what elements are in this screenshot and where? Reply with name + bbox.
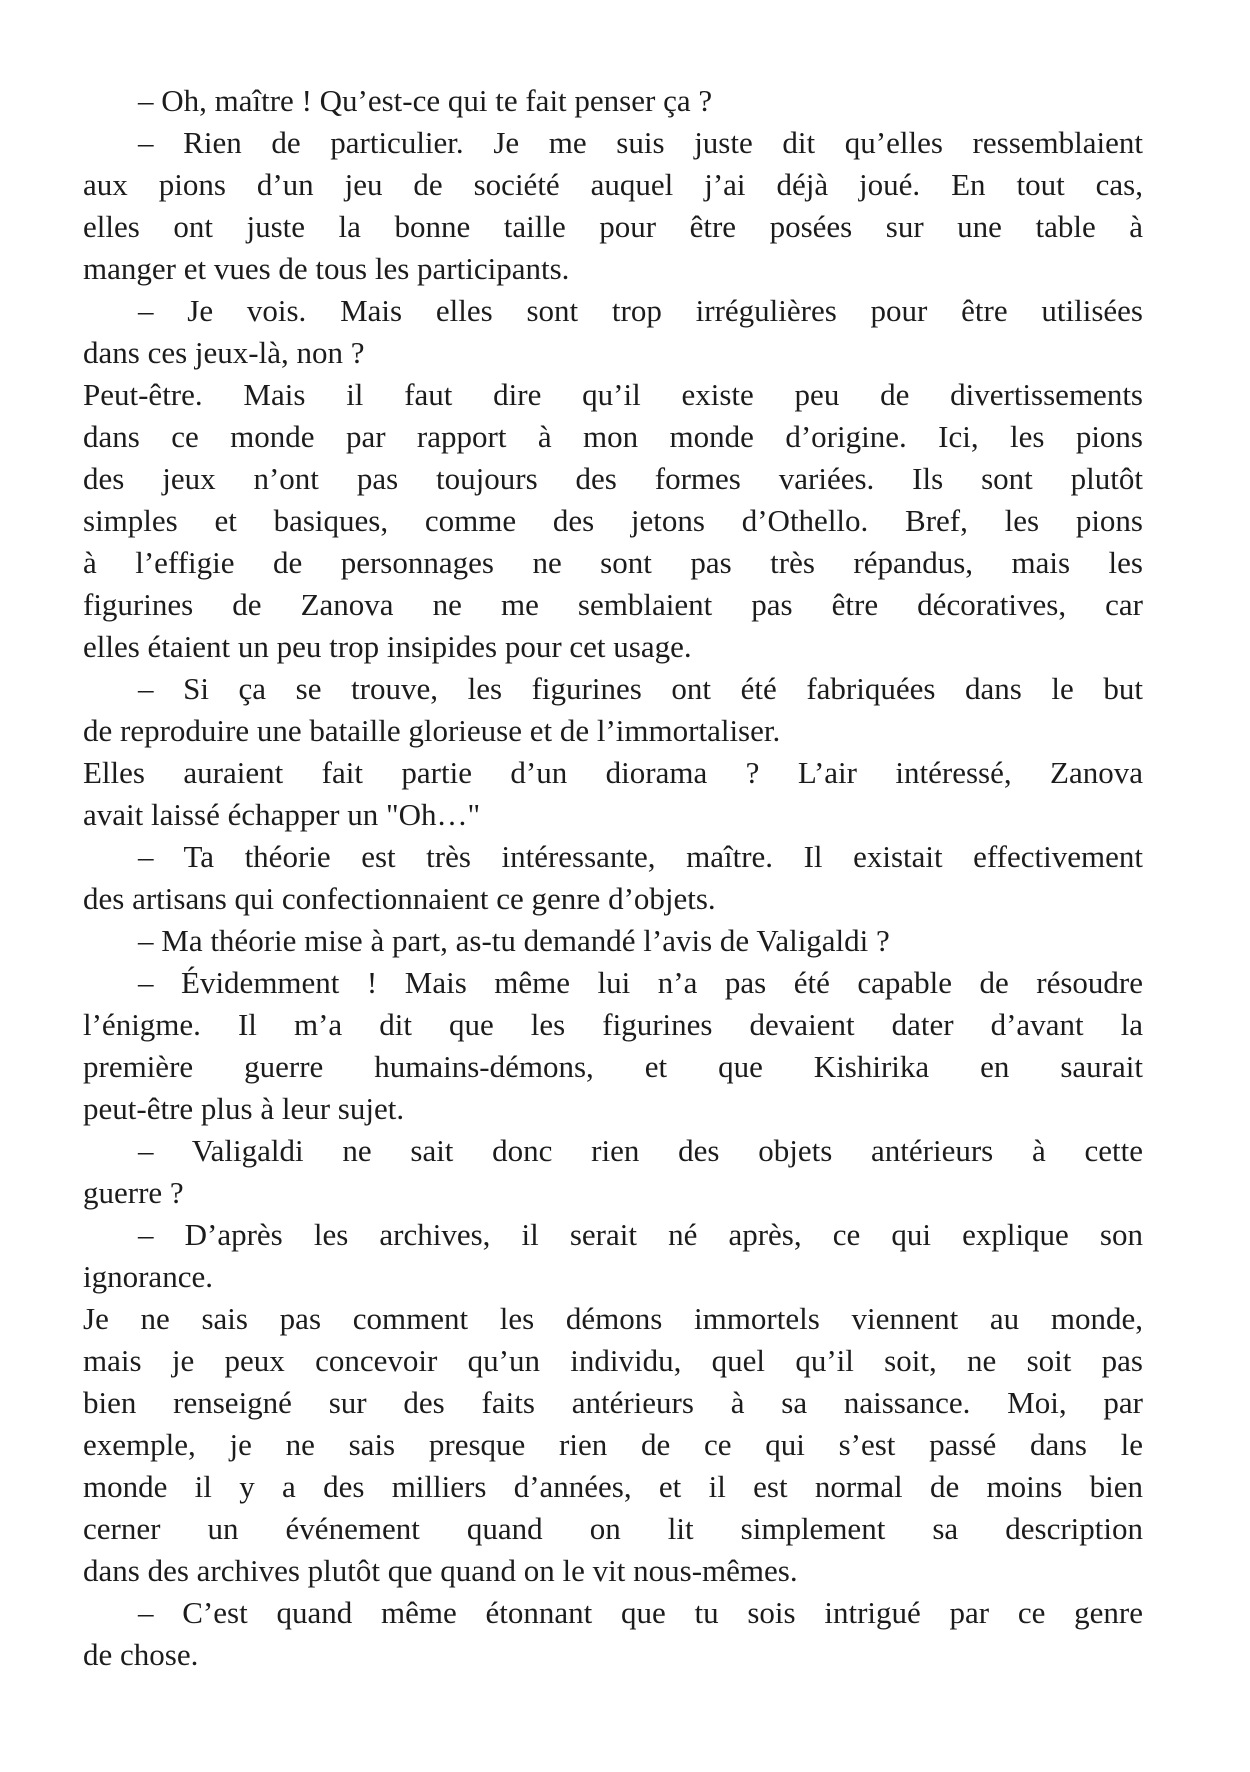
- text-line: des jeux n’ont pas toujours des formes variées. Ils sont plutôt: [83, 461, 1143, 496]
- text-line: – Si ça se trouve, les figurines ont été fabriquées dans le but: [138, 671, 1143, 706]
- text-line: elles ont juste la bonne taille pour être posées sur une table à: [83, 209, 1143, 244]
- paragraph: [83, 962, 1143, 1130]
- text-line: – Je vois. Mais elles sont trop irrégulières pour être utilisées: [138, 293, 1143, 328]
- paragraph: [83, 668, 1143, 752]
- text-line: monde il y a des milliers d’années, et il est normal de moins bien: [83, 1469, 1143, 1504]
- text-block: [83, 80, 1143, 1676]
- paragraph: [83, 1592, 1143, 1676]
- paragraph: [83, 1130, 1143, 1214]
- paragraph: [83, 290, 1143, 374]
- paragraph: [83, 122, 1143, 290]
- text-line: exemple, je ne sais presque rien de ce qui s’est passé dans le: [83, 1427, 1143, 1462]
- text-line: – Valigaldi ne sait donc rien des objets antérieurs à cette: [138, 1133, 1143, 1168]
- text-line: Je ne sais pas comment les démons immortels viennent au monde,: [83, 1301, 1143, 1336]
- text-line: – D’après les archives, il serait né après, ce qui explique son: [138, 1217, 1143, 1252]
- text-line: manger et vues de tous les participants.: [83, 251, 570, 286]
- text-line: – Évidemment ! Mais même lui n’a pas été capable de résoudre: [138, 965, 1143, 1000]
- paragraph: [83, 1298, 1143, 1592]
- text-line: peut-être plus à leur sujet.: [83, 1091, 405, 1126]
- text-line: de chose.: [83, 1637, 199, 1672]
- text-line: première guerre humains-démons, et que Kishirika en saurait: [83, 1049, 1143, 1084]
- text-line: – Oh, maître ! Qu’est-ce qui te fait penser ça ?: [138, 83, 713, 118]
- text-line: cerner un événement quand on lit simplement sa description: [83, 1511, 1143, 1546]
- text-line: – Rien de particulier. Je me suis juste dit qu’elles ressemblaient: [138, 125, 1143, 160]
- text-line: Elles auraient fait partie d’un diorama ? L’air intéressé, Zanova: [83, 755, 1143, 790]
- text-line: figurines de Zanova ne me semblaient pas être décoratives, car: [83, 587, 1143, 622]
- text-line: bien renseigné sur des faits antérieurs à sa naissance. Moi, par: [83, 1385, 1143, 1420]
- text-line: Peut-être. Mais il faut dire qu’il existe peu de divertissements: [83, 377, 1143, 412]
- text-line: dans ces jeux-là, non ?: [83, 335, 365, 370]
- paragraph: [83, 1214, 1143, 1298]
- paragraph: [83, 920, 1143, 962]
- text-line: dans des archives plutôt que quand on le vit nous-mêmes.: [83, 1553, 798, 1588]
- text-line: aux pions d’un jeu de société auquel j’ai déjà joué. En tout cas,: [83, 167, 1143, 202]
- paragraph: [83, 374, 1143, 668]
- text-line: simples et basiques, comme des jetons d’Othello. Bref, les pions: [83, 503, 1143, 538]
- paragraph: [83, 752, 1143, 836]
- text-line: à l’effigie de personnages ne sont pas très répandus, mais les: [83, 545, 1143, 580]
- text-line: guerre ?: [83, 1175, 184, 1210]
- text-line: des artisans qui confectionnaient ce genre d’objets.: [83, 881, 716, 916]
- text-line: – Ma théorie mise à part, as-tu demandé l’avis de Valigaldi ?: [138, 923, 890, 958]
- text-line: avait laissé échapper un "Oh…": [83, 797, 481, 832]
- text-line: dans ce monde par rapport à mon monde d’origine. Ici, les pions: [83, 419, 1143, 454]
- text-line: – C’est quand même étonnant que tu sois intrigué par ce genre: [138, 1595, 1143, 1630]
- text-line: – Ta théorie est très intéressante, maître. Il existait effectivement: [138, 839, 1143, 874]
- paragraph: [83, 836, 1143, 920]
- text-line: ignorance.: [83, 1259, 213, 1294]
- text-line: l’énigme. Il m’a dit que les figurines devaient dater d’avant la: [83, 1007, 1143, 1042]
- text-line: elles étaient un peu trop insipides pour cet usage.: [83, 629, 692, 664]
- text-line: de reproduire une bataille glorieuse et de l’immortaliser.: [83, 713, 781, 748]
- paragraph: [83, 80, 1143, 122]
- text-line: mais je peux concevoir qu’un individu, quel qu’il soit, ne soit pas: [83, 1343, 1143, 1378]
